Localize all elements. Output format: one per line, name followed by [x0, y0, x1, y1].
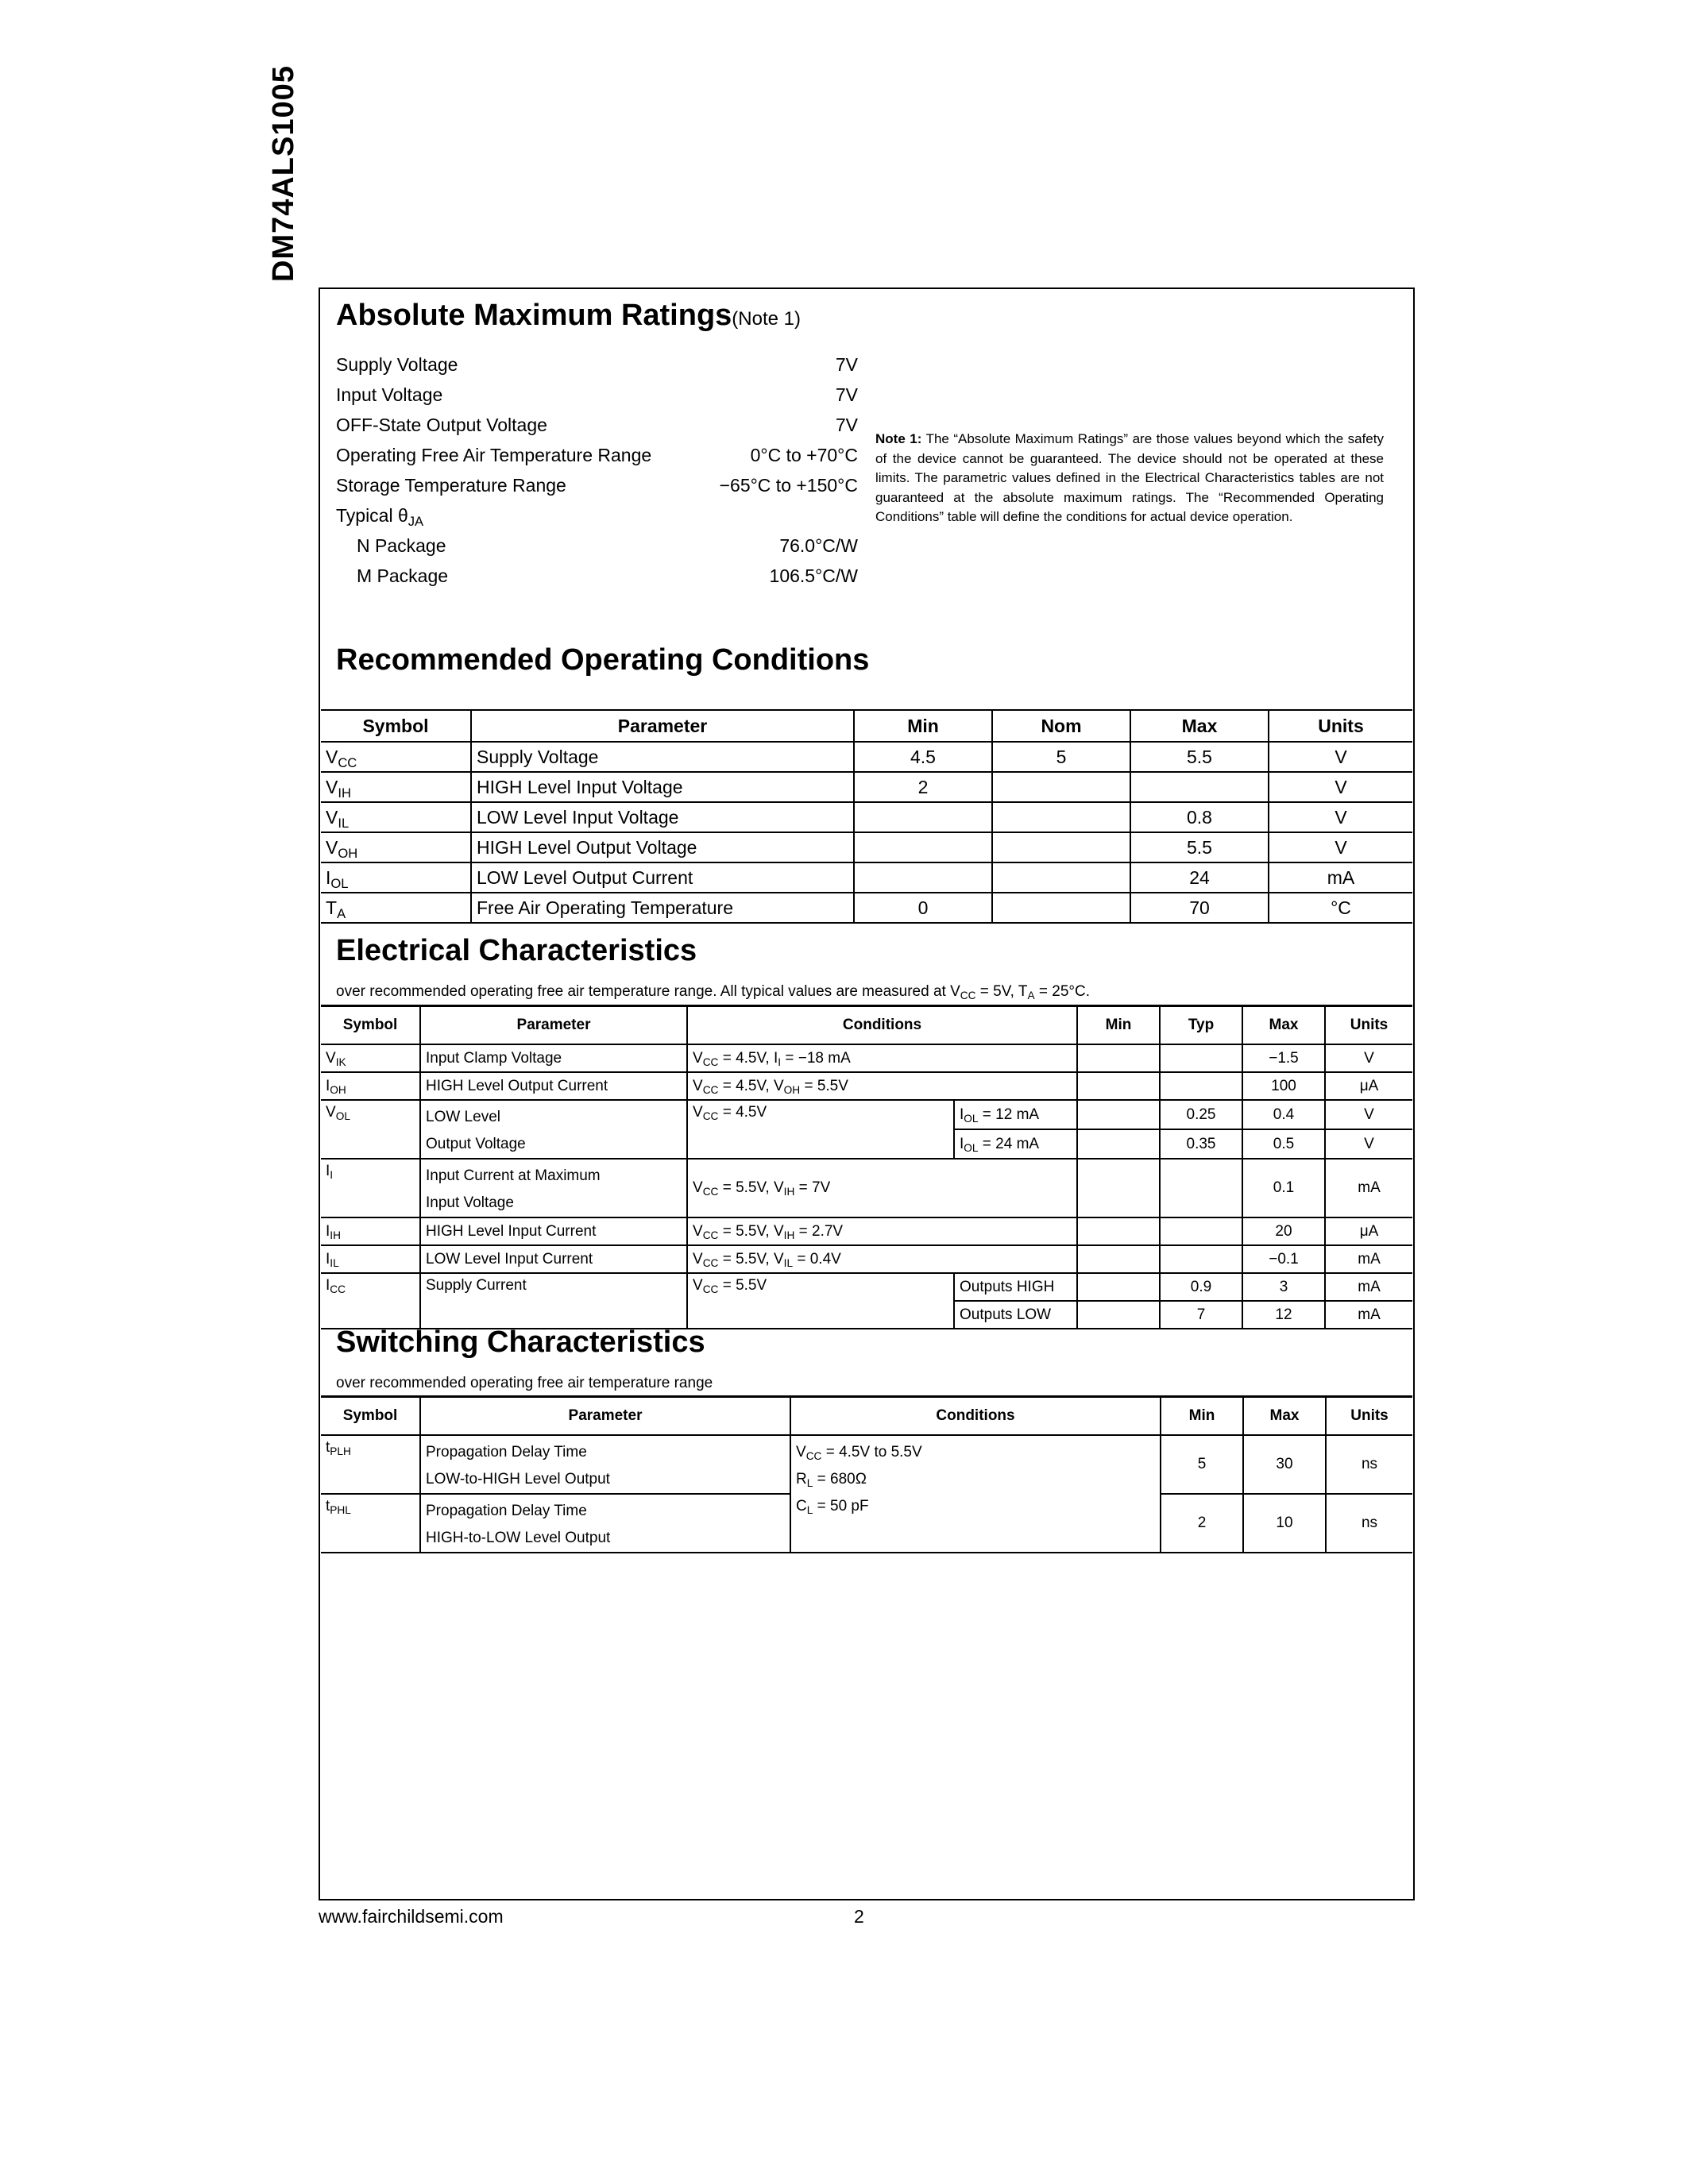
table-row: $V_{CC}$ Supply Voltage 4.5 5 5.5 V — [321, 742, 1412, 772]
table-row: $V_{IK}$ Input Clamp Voltage $V_{CC} = 4.5V$, $I_I = -18$ mA −1.5 V — [321, 1044, 1412, 1072]
amr-pkg-row: N Package 76.0°C/W — [357, 535, 858, 556]
amr-row: Storage Temperature Range −65°C to +150°C — [336, 475, 858, 496]
sc-table — [321, 1395, 1412, 1553]
table-header-row: Symbol Parameter Conditions Min Max Units — [321, 1397, 1412, 1436]
table-row: $t_{PHL}$ Propagation Delay Time HIGH-to-LOW Level Output 2 10 ns — [321, 1494, 1412, 1553]
table-row: $I_{IH}$ HIGH Level Input Current $V_{CC} = 5.5V$, $V_{IH} = 2.7V$ 20 μA — [321, 1217, 1412, 1245]
table-row: $I_{OL}$ LOW Level Output Current 24 mA — [321, 862, 1412, 893]
roc-table — [321, 709, 1412, 924]
amr-title: Absolute Maximum Ratings(Note 1) — [336, 299, 801, 332]
note-1: Note 1: The “Absolute Maximum Ratings” are those values beyond which the safety of the device cannot be guaranteed. The device should not be operated at these limits. The parametric values defined in the Electrical Characteristics tables are not guaranteed at the absolute maximum ratings. The “Recommended Operating Conditions” table will define the conditions for actual device operation. — [875, 431, 1384, 524]
table-row: $I_{CC}$ Supply Current $V_{CC} = 5.5V$ Outputs HIGH 0.9 3 mA — [321, 1273, 1412, 1301]
amr-pkg-row: M Package 106.5°C/W — [357, 565, 858, 586]
table-row: $V_{OH}$ HIGH Level Output Voltage 5.5 V — [321, 832, 1412, 862]
sc-caption: over recommended operating free air temperature range — [336, 1375, 713, 1391]
ec-title: Electrical Characteristics — [336, 934, 697, 967]
ec-table — [321, 1005, 1412, 1329]
page-number: 2 — [854, 1906, 864, 1927]
ec-caption: over recommended operating free air temperature range. All typical values are measured at $V_{CC} = 5V$, $T_A = 25^\circ C$. — [336, 983, 1090, 1002]
table-row: $T_A$ Free Air Operating Temperature 0 70 °C — [321, 893, 1412, 923]
table-row: $I_{OH}$ HIGH Level Output Current $V_{CC} = 4.5V$, $V_{OH} = 5.5V$ 100 μA — [321, 1072, 1412, 1100]
table-row: $I_I$ Input Current at Maximum Input Voltage $V_{CC} = 5.5V$, $V_{IH} = 7V$ 0.1 mA — [321, 1159, 1412, 1217]
table-row: Outputs LOW 7 12 mA — [321, 1301, 1412, 1329]
amr-theta-row: Typical $\theta_{JA}$ — [336, 505, 424, 529]
table-header-row: Symbol Parameter Conditions Min Typ Max Units — [321, 1006, 1412, 1045]
table-header-row: Symbol Parameter Min Nom Max Units — [321, 710, 1412, 742]
table-row: $V_{OL}$ LOW Level Output Voltage $V_{CC} = 4.5V$ $I_{OL} = 12$ mA 0.25 0.4 V — [321, 1100, 1412, 1129]
footer-url[interactable]: www.fairchildsemi.com — [319, 1906, 504, 1927]
amr-row: Operating Free Air Temperature Range 0°C to +70°C — [336, 445, 858, 465]
amr-row: OFF-State Output Voltage 7V — [336, 415, 858, 435]
amr-row: Supply Voltage 7V — [336, 354, 858, 375]
table-row: $V_{IL}$ LOW Level Input Voltage 0.8 V — [321, 802, 1412, 832]
roc-title: Recommended Operating Conditions — [336, 643, 870, 677]
amr-row: Input Voltage 7V — [336, 384, 858, 405]
sc-title: Switching Characteristics — [336, 1325, 705, 1359]
table-row: $I_{OL} = 24$ mA 0.35 0.5 V — [321, 1129, 1412, 1159]
table-row: $V_{IH}$ HIGH Level Input Voltage 2 V — [321, 772, 1412, 802]
table-row: $I_{IL}$ LOW Level Input Current $V_{CC} = 5.5V$, $V_{IL} = 0.4V$ −0.1 mA — [321, 1245, 1412, 1273]
table-row: $t_{PLH}$ Propagation Delay Time LOW-to-HIGH Level Output $V_{CC} = 4.5V$ to 5.5V $R_L = 680\Omega$ $C_L = 50$ pF 5 30 ns — [321, 1435, 1412, 1494]
